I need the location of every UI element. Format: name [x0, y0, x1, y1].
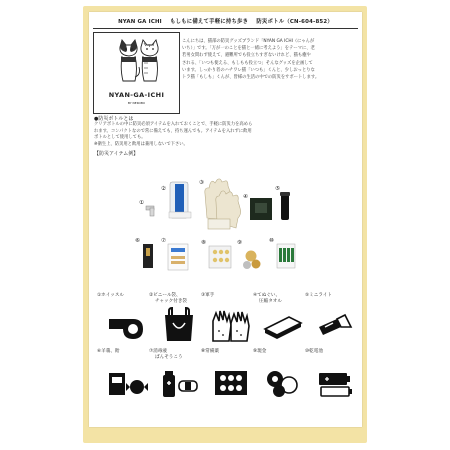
- photo-bags: [169, 182, 191, 218]
- sanitizer-icon: [155, 363, 203, 399]
- plastic-bag-icon: [155, 307, 203, 343]
- photo-number: ③: [199, 180, 204, 186]
- cats-illustration: [114, 37, 164, 85]
- intro-line: 若男女問わず使えて、避難所でも役立ちすぎないけれど、猫も癒や: [182, 53, 311, 59]
- item-label: ビニール袋、: [153, 293, 181, 298]
- item-label: 乾電池: [309, 349, 323, 354]
- item-number: ③: [201, 293, 206, 298]
- intro-line: います。しっかり者のハチワレ猫「いつも」くんと、少しおっとりな: [182, 67, 315, 73]
- medicine-icon: [207, 363, 255, 399]
- flashlight-icon: [311, 307, 359, 343]
- photo-number: ②: [161, 186, 166, 192]
- intro-line: トラ猫「もしも」くんが、皆様の生活の中での防災をサポートします。: [182, 75, 320, 81]
- product-card: [89, 12, 362, 427]
- photo-number: ⑨: [237, 240, 242, 246]
- coins-icon: [259, 363, 307, 399]
- photo-number: ④: [243, 194, 248, 200]
- page-title: [89, 17, 362, 25]
- photo-number: ⑤: [275, 186, 280, 192]
- photo-coins: [243, 251, 261, 270]
- photo-sanitizer: [168, 244, 188, 270]
- photo-gloves: [205, 179, 241, 229]
- item-number: ②: [149, 293, 154, 298]
- intro-line: いち）」です。「万が一のことを猫と一緒に考えよう」をテーマに、老: [182, 46, 315, 52]
- item-battery: [305, 349, 362, 403]
- logo-box: [93, 32, 180, 114]
- battery-icon: [311, 363, 359, 399]
- about-heading: ●防災ボトルとは: [94, 116, 134, 122]
- about-line: ※衛生上、防災用と飲用は兼用しないで下さい。: [94, 141, 188, 147]
- brand-name: NYAN GA ICHI: [118, 19, 162, 25]
- towel-icon: [259, 307, 307, 343]
- item-label: てぬぐい、: [257, 293, 281, 298]
- title-divider: [93, 28, 358, 29]
- item-label-line2: 圧縮タオル: [259, 298, 282, 304]
- photo-candy: [143, 244, 153, 268]
- item-label: 消毒液: [153, 349, 167, 354]
- work-gloves-icon: [207, 307, 255, 343]
- product-name: 防災ボトル（CN-604-852）: [256, 19, 333, 25]
- logo-subtitle: BY NEKOBU: [127, 101, 146, 105]
- item-label: 軍手: [205, 293, 215, 298]
- item-label: 現金: [257, 349, 267, 354]
- about-line: ボトルとして使用しても。: [94, 135, 146, 141]
- photo-batteries: [277, 244, 295, 268]
- item-label: 常備薬: [205, 349, 219, 354]
- intro-line: される、「いつも使える、もしもも役立つ」そんなグッズを企画して: [182, 60, 313, 66]
- about-paragraph: [94, 122, 356, 148]
- item-number: ⑤: [305, 293, 310, 298]
- item-flashlight: [305, 293, 362, 347]
- items-heading: 【防災アイテム例】: [94, 151, 139, 157]
- item-label: 羊羹、飴: [101, 349, 120, 354]
- intro-paragraph: [182, 38, 358, 81]
- photo-number: ⑧: [201, 240, 206, 246]
- photo-towel: [250, 198, 272, 220]
- photo-number: ⑥: [135, 238, 140, 244]
- intro-line: こんにちは、猫部の防災グッズブランド「NYAN GA ICHI（にゃんが: [182, 39, 315, 44]
- item-label: ミニライト: [309, 293, 332, 298]
- item-number: ⑦: [149, 349, 154, 354]
- about-line: れます。コンパクトなので常に備えても、持ち運んでも。アイテムを入れずに飲用: [94, 128, 252, 134]
- photo-number: ⑦: [161, 238, 166, 244]
- items-photo: [125, 170, 327, 278]
- item-label-line2: ばんそうこう: [155, 354, 183, 360]
- photo-number: ①: [139, 200, 144, 206]
- tagline: もしもに備えて手軽に持ち歩き: [169, 19, 249, 25]
- whistle-icon: [103, 307, 151, 343]
- photo-whistle: [146, 206, 154, 216]
- item-number: ④: [253, 293, 258, 298]
- item-number: ⑥: [97, 349, 102, 354]
- photo-flashlight: [280, 192, 290, 220]
- logo-name: NYAN-GA-ICHI: [108, 91, 165, 99]
- item-label-line2: チャック付き袋: [155, 298, 188, 304]
- item-label: ホイッスル: [101, 293, 125, 298]
- about-line: クリアボトルの中に防災必須アイテムを入れておくことで、手軽に防災力を高めら: [94, 122, 253, 127]
- item-number: ⑨: [253, 349, 258, 354]
- candy-icon: [103, 363, 151, 399]
- photo-medicine: [209, 246, 231, 268]
- items-icon-grid: [97, 293, 355, 403]
- item-number: ⑧: [201, 349, 206, 354]
- item-number: ①: [97, 293, 102, 298]
- item-number: ⑩: [305, 349, 310, 354]
- photo-number: ⑩: [269, 238, 274, 244]
